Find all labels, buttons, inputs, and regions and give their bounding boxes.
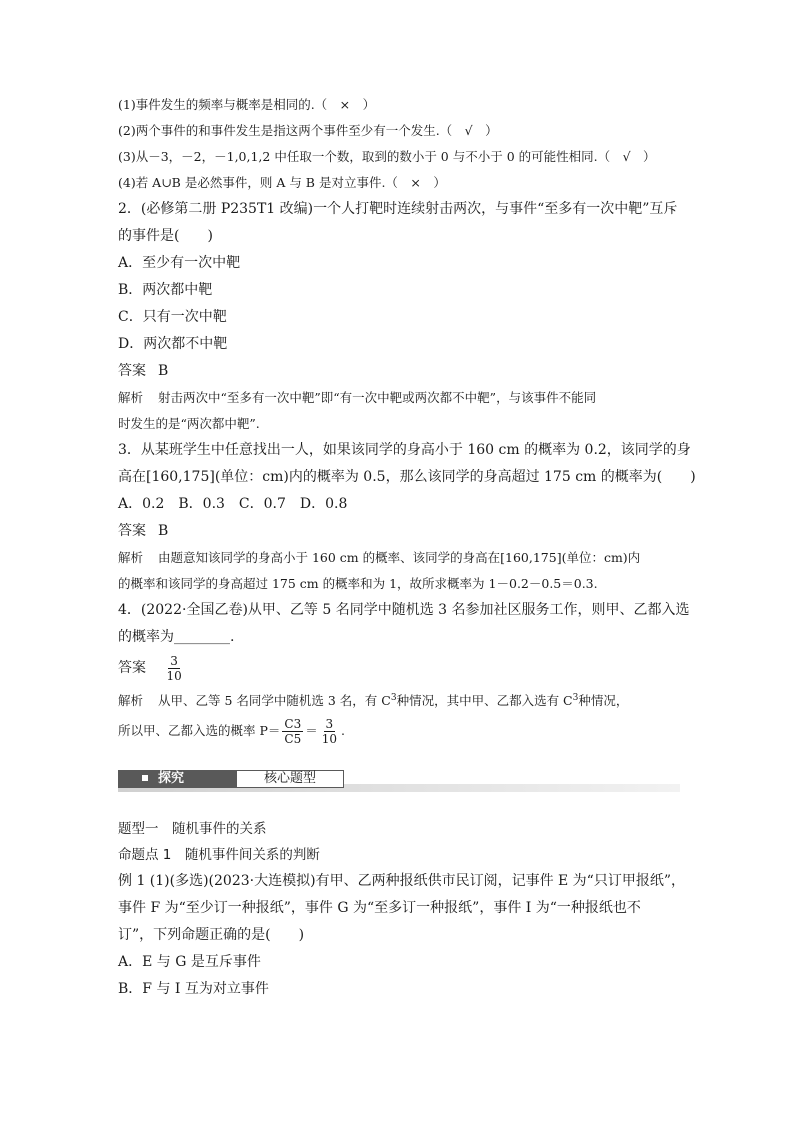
option: A．E 与 G 是互斥事件 [118,954,261,971]
judgement-item: (1)事件发生的频率与概率是相同的.（ × ） [118,97,376,112]
analysis: 解析 从甲、乙等 5 名同学中随机选 3 名，有 $C^3$种情况，其中甲、乙都入选有 $C^3$种情况， [118,685,680,714]
answer-label: 答案 [118,363,146,379]
analysis-continued: 时发生的是“两次都中靶”. [118,416,260,431]
analysis-text: 由题意知该同学的身高小于 160 cm 的概率、该同学的身高在[160,175](单位：cm)内 [158,550,641,565]
example-1 [118,868,685,1003]
subsection-title: 命题点 1 随机事件间关系的判断 [118,847,320,864]
analysis-continued: 所以甲、乙都入选的概率 P＝ $\frac{C3}{C5}$ ＝ $\frac{3}{10}$ . [118,717,345,747]
option: A．至少有一次中靶 [118,255,241,271]
question-4 [118,597,690,748]
question-stem: 3．从某班学生中任意找出一人，如果该同学的身高小于 160 cm 的概率为 0.2，该同学的身 [118,442,691,458]
result-fraction: $\frac{3}{10}$ [321,717,338,747]
answer [118,358,680,385]
example-stem: 订”，下列命题正确的是( ) [118,927,305,944]
analysis [118,545,680,571]
option: B．F 与 I 互为对立事件 [118,981,269,998]
question-stem: 的概率为________. [118,629,235,645]
option: D．两次都不中靶 [118,336,228,352]
section-title: 题型一 随机事件的关系 [118,821,267,838]
analysis-label: 解析 [118,550,144,565]
answer-fraction: $\frac{3}{10}$ [166,653,182,683]
question-2 [118,196,680,437]
document-page [118,92,696,1003]
question-stem: 高在[160,175](单位：cm)内的概率为 0.5，那么该同学的身高超过 175 cm 的概率为( ) [118,469,696,485]
section-banner [118,770,680,792]
answer-value: B [158,363,169,379]
analysis-label: 解析 [118,390,144,405]
banner-right: 核心题型 [236,770,344,788]
option: C．只有一次中靶 [118,309,227,325]
question-stem: 2．(必修第二册 P235T1 改编)一个人打靶时连续射击两次，与事件“至多有一次中靶”互斥 [118,201,678,217]
judgement-list [118,92,680,196]
question-3 [118,437,696,597]
question-stem: 的事件是( ) [118,228,213,244]
answer-label: 答案 [118,523,146,539]
example-stem: 事件 F 为“至少订一种报纸”，事件 G 为“至多订一种报纸”，事件 I 为“一种报纸也不 [118,900,641,917]
analysis-continued: 的概率和该同学的身高超过 175 cm 的概率和为 1，故所求概率为 1－0.2－0.5＝0.3. [118,576,598,591]
answer-value: B [158,523,169,539]
analysis-text: 射击两次中“至多有一次中靶”即“有一次中靶或两次都不中靶”，与该事件不能同 [158,390,597,405]
square-icon [142,775,148,781]
probability-fraction: $\frac{C3}{C5}$ [284,717,302,747]
options: A．0.2 B．0.3 C．0.7 D．0.8 [118,496,348,512]
example-stem: 例 1 (1)(多选)(2023·大连模拟)有甲、乙两种报纸供市民订阅，记事件 E 为“只订甲报纸”， [118,873,685,890]
answer [118,518,680,545]
answer-label: 答案 [118,660,146,676]
question-stem: 4．(2022·全国乙卷)从甲、乙等 5 名同学中随机选 3 名参加社区服务工作，则甲、乙都入选 [118,602,690,618]
judgement-item: (2)两个事件的和事件发生是指这两个事件至少有一个发生.（ √ ） [118,123,498,138]
option: B．两次都中靶 [118,282,213,298]
analysis [118,385,680,411]
judgement-item: (4)若 A∪B 是必然事件，则 A 与 B 是对立事件.（ × ） [118,175,446,190]
banner-left: 探究 [118,770,236,788]
judgement-item: (3)从－3，－2，－1,0,1,2 中任取一个数，取到的数小于 0 与不小于 0 的可能性相同.（ √ ） [118,149,656,164]
answer [118,651,680,685]
analysis-label: 解析 [118,693,144,709]
